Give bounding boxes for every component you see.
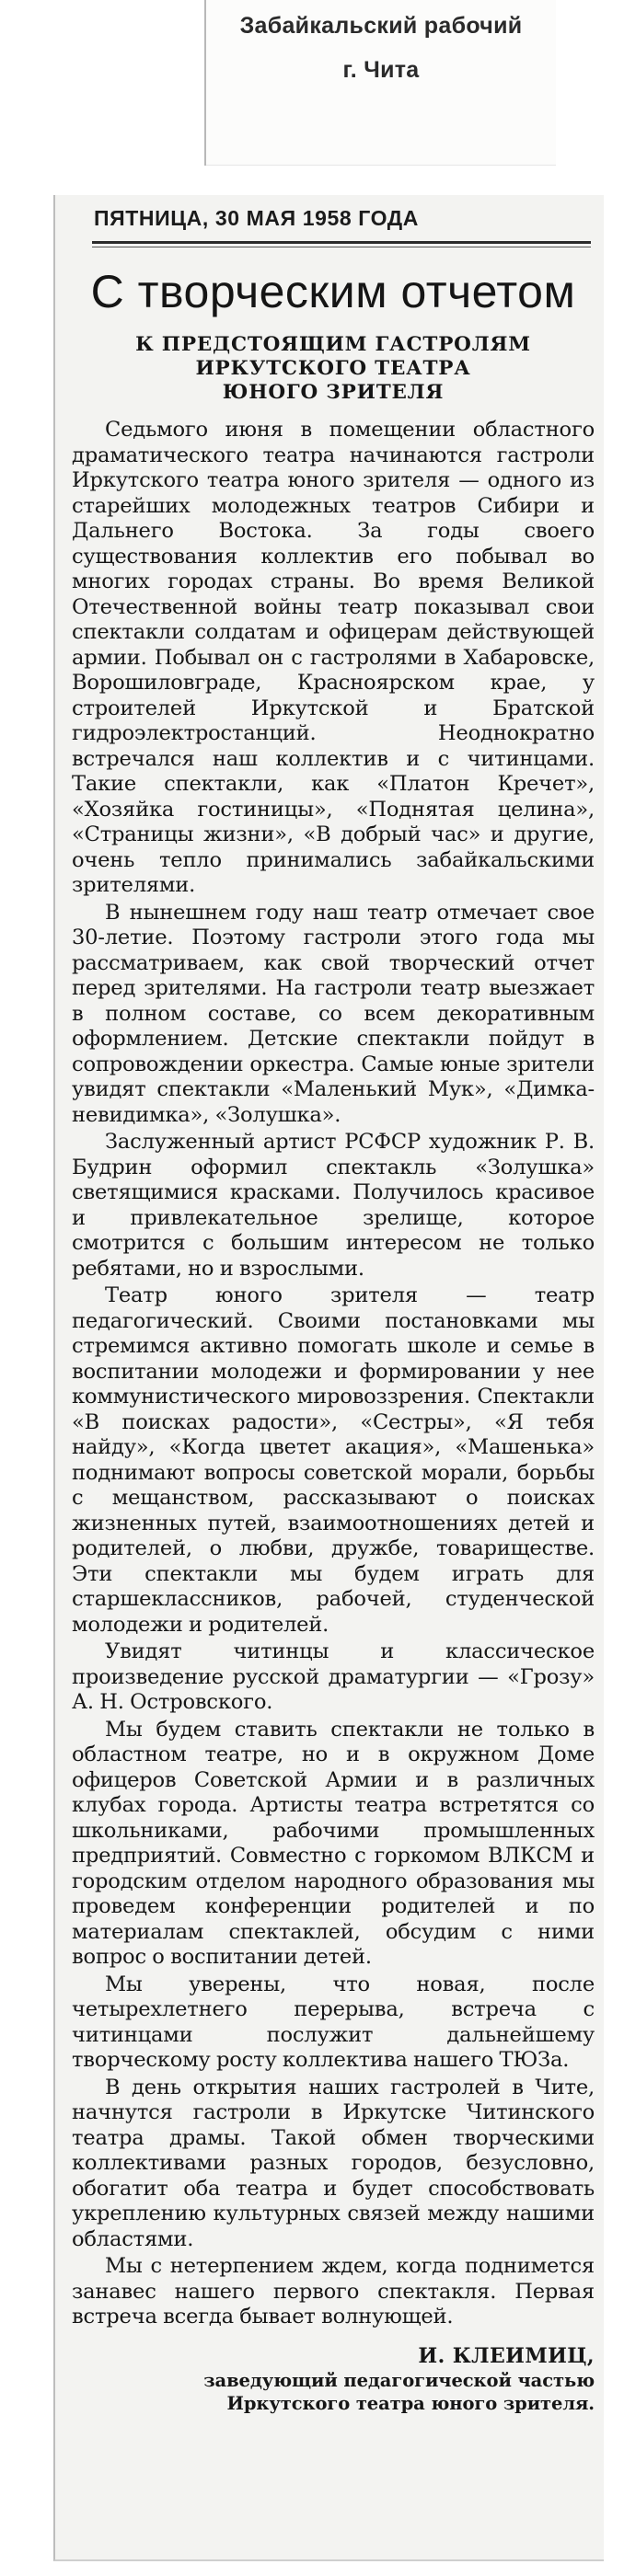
article-paragraph: В нынешнем году наш театр отмечает свое 30-летие. Поэтому гастроли этого года мы рассматриваем, как свой творческий отчет перед зрителями. На гастроли театр выезжает в полном составе, со всем декоративным оформлением. Детские спектакли пойдут в сопровождении оркестра. Самые юные зрители увидят спектакли «Маленький Мук», «Димка-невидимка», «Золушка». — [72, 900, 595, 1127]
article-paragraph: В день открытия наших гастролей в Чите, начнутся гастроли в Иркутске Читинского театра драмы. Такой обмен творческими коллективами разных городов, безусловно, обогатит оба театра и будет способствовать укреплению культурных связей между нашими областями. — [72, 2075, 595, 2251]
article-paragraph: Заслуженный артист РСФСР художник Р. В. Будрин оформил спектакль «Золушка» светящимися красками. Получилось красивое и привлекательное зрелище, которое смотрится с большим интересом не только ребятами, но и взрослыми. — [72, 1130, 595, 1281]
dateline: ПЯТНИЦА, 30 МАЯ 1958 ГОДА — [94, 206, 419, 230]
article-paragraph: Седьмого июня в помещении областного драматического театра начинаются гастроли Иркутского театра юного зрителя — одного из старейших молодежных театров Сибири и Дальнего Востока. За годы своего существования коллектив его побывал во многих городах страны. Во время Великой Отечественной войны театр показывал свои спектакли солдатам и офицерам действующей армии. Побывал он с гастролями в Хабаровске, Ворошиловграде, Красноярском крае, у строителей Иркутской и Братской гидроэлектростанций. Неоднократно встречался наш коллектив и с читинцами. Такие спектакли, как «Платон Кречет», «Хозяйка гостиницы», «Поднятая целина», «Страницы жизни», «В добрый час» и другие, очень тепло принимались забайкальскими зрителями. — [72, 418, 595, 897]
subheading-line: ИРКУТСКОГО ТЕАТРА — [195, 357, 471, 380]
source-stamp — [204, 0, 556, 166]
article-paragraph: Мы уверены, что новая, после четырехлетнего перерыва, встреча с читинцами послужит дальнейшему творческому росту коллектива нашего ТЮЗа. — [72, 1972, 595, 2072]
stamp-newspaper-name: Забайкальский рабочий — [239, 13, 523, 39]
article-paragraph: Мы будем ставить спектакли не только в областном театре, но и в окружном Доме офицеров Советской Армии и в различных клубах города. Артисты театра встретятся со школьниками, рабочими промышленных предприятий. Совместно с горкомом ВЛКСМ и городским отделом народного образования мы проведем конференции родителей и по материалам спектаклей, обсудим с ними вопрос о воспитании детей. — [72, 1717, 595, 1969]
dateline-rule — [92, 241, 591, 244]
article-paragraph: Мы с нетерпением ждем, когда поднимется занавес нашего первого спектакля. Первая встреча всегда бывает волнующей. — [72, 2254, 595, 2329]
article — [72, 263, 595, 2415]
article-paragraph: Увидят читинцы и классическое произведение русской драматургии — «Грозу» А. Н. Островского. — [72, 1639, 595, 1714]
author-position-line: заведующий педагогической частью — [203, 2369, 595, 2391]
article-headline: С творческим отчетом — [90, 266, 576, 317]
subheading-line: К ПРЕДСТОЯЩИМ ГАСТРОЛЯМ — [135, 333, 531, 356]
author-position-line: Иркутского театра юного зрителя. — [226, 2392, 595, 2414]
article-paragraph: Театр юного зрителя — театр педагогический. Своими постановками мы стремимся активно помогать школе и семье в воспитании молодежи и формировании у нее коммунистического мировоззрения. Спектакли «В поисках радости», «Сестры», «Я тебя найду», «Когда цветет акация», «Машенька» поднимают вопросы советской морали, борьбы с мещанством, рассказывают о поисках жизненных путей, взаимоотношениях детей и родителей, о любви, дружбе, товариществе. Эти спектакли мы будем играть для старшеклассников, рабочей, студенческой молодежи и родителей. — [72, 1283, 595, 1637]
stamp-city: г. Чита — [342, 57, 420, 83]
subheading-line: ЮНОГО ЗРИТЕЛЯ — [222, 381, 445, 404]
article-subheading — [72, 333, 595, 405]
article-body — [72, 418, 595, 2330]
newspaper-clipping — [53, 195, 604, 2561]
author-signature: И. КЛЕИМИЦ, — [418, 2343, 595, 2368]
